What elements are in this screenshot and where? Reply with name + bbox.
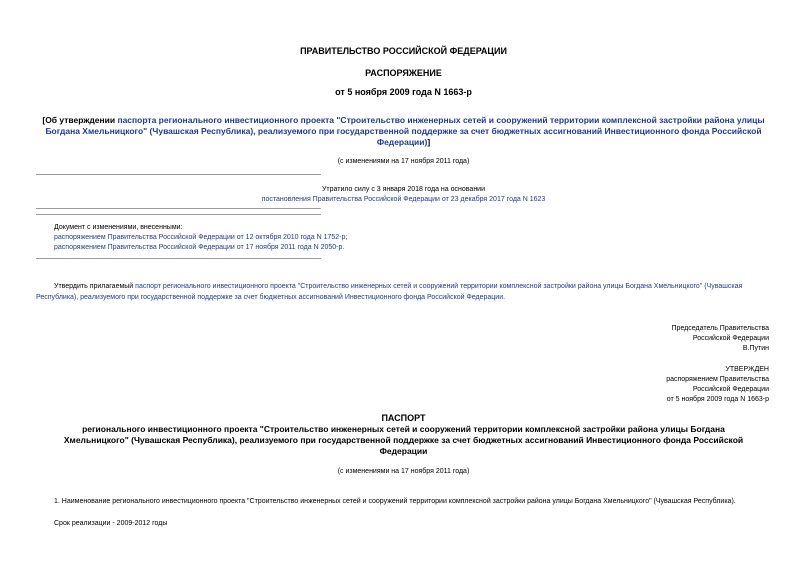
approve-text: Утвердить прилагаемый — [54, 283, 136, 290]
approved-date: от 5 ноября 2009 года N 1663-р — [666, 396, 769, 403]
amendment-note: (с изменениями на 17 ноября 2011 года) — [337, 158, 470, 165]
approved-by: распоряжением Правительства — [666, 376, 769, 383]
signature-name: В.Путин — [742, 345, 769, 352]
divider — [36, 174, 321, 175]
passport-term: Срок реализации - 2009-2012 годы — [54, 520, 168, 527]
changes-heading: Документ с изменениями, внесенными: — [54, 224, 183, 231]
approve-paragraph — [36, 281, 769, 303]
divider — [36, 214, 321, 215]
expired-decree-link[interactable]: постановления Правительства Российской Федерации от 23 декабря 2017 года N 1623 — [261, 196, 546, 203]
signature-body: Российской Федерации — [692, 335, 769, 342]
passport-amendment-note: (с изменениями на 17 ноября 2011 года) — [337, 468, 470, 475]
approve-end: . — [503, 294, 506, 301]
date-number-heading: от 5 ноября 2009 года N 1663-р — [335, 87, 472, 97]
approved-label: УТВЕРЖДЕН — [725, 366, 769, 373]
change-link-2[interactable]: распоряжением Правительства Российской Федерации от 17 ноября 2011 года N 2050-р. — [54, 244, 345, 251]
signature-position: Председатель Правительства — [671, 325, 769, 332]
title-prefix: [Об утверждении — [42, 115, 118, 125]
document-type-heading: РАСПОРЯЖЕНИЕ — [365, 68, 442, 78]
passport-title: ПАСПОРТ — [381, 413, 426, 423]
title-passport-link[interactable]: паспорта регионального инвестиционного проекта "Строительство инженерных сетей и сооружений территории комплексной застройки района улицы Богдана Хмельницкого" (Чувашская Республика), реализуемого при государственной поддержке за счет бюджетных ассигнований Инвестиционного фонда Российской Федерации) — [45, 115, 765, 147]
approved-body: Российской Федерации — [692, 386, 769, 393]
document-title — [36, 115, 771, 148]
government-heading: ПРАВИТЕЛЬСТВО РОССИЙСКОЙ ФЕДЕРАЦИИ — [300, 46, 507, 56]
expired-text: Утратило силу с 3 января 2018 года на основании — [321, 186, 486, 193]
passport-subtitle: регионального инвестиционного проекта "Строительство инженерных сетей и сооружений территории комплексной застройки района улицы Богдана Хмельницкого" (Чувашская Республика), реализуемого при государственной поддержке за счет бюджетных ассигнований Инвестиционного фонда Российской Федерации — [63, 424, 744, 456]
divider — [36, 258, 321, 259]
change-link-1[interactable]: распоряжением Правительства Российской Федерации от 12 октября 2010 года N 1752-р; — [54, 234, 348, 241]
approve-passport-link[interactable]: паспорт регионального инвестиционного проекта "Строительство инженерных сетей и сооружений территории комплексной застройки района улицы Богдана Хмельницкого" (Чувашская Республика), реализуемого при государственной поддержке за счет бюджетных ассигнований Инвестиционного фонда Российской Федерации — [36, 283, 743, 301]
title-suffix: ] — [427, 137, 431, 147]
divider — [36, 208, 321, 209]
passport-item-1: 1. Наименование регионального инвестиционного проекта "Строительство инженерных сетей и сооружений территории комплексной застройки района улицы Богдана Хмельницкого" (Чувашская Республика). — [54, 498, 736, 505]
